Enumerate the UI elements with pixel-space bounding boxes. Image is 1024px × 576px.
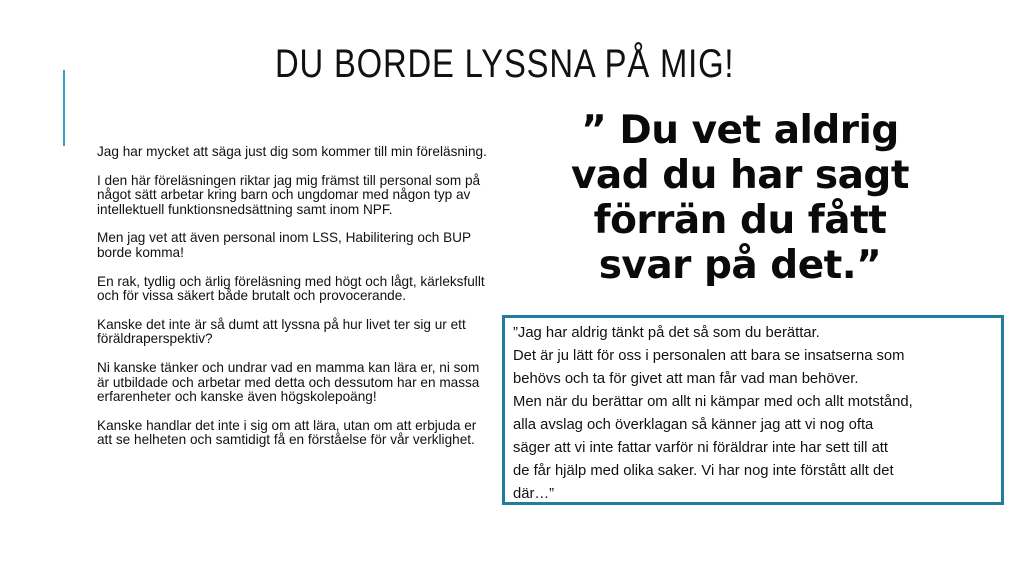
accent-bar [63,70,65,146]
body-paragraph: Ni kanske tänker och undrar vad en mamma kan lära er, ni som är utbildade och arbetar med detta och dessutom har en massa erfarenheter och kanske även högskolepoäng! [97,359,480,405]
testimonial-line: alla avslag och överklagan så känner jag att vi nog ofta [513,417,874,433]
testimonial-line: behövs och ta för givet att man får vad man behöver. [513,371,859,387]
body-paragraph: I den här föreläsningen riktar jag mig främst till personal som på något sätt arbetar kring barn och ungdomar med någon typ av intellektuell funktionsnedsättning samt inom NPF. [97,172,481,217]
body-text [97,145,489,462]
featured-quote-line: förrän du fått [593,198,887,243]
testimonial-box [502,315,1004,505]
body-paragraph: En rak, tydlig och ärlig föreläsning med högt och lågt, kärleksfullt och för vissa säkert både brutalt och provocerande. [97,273,485,304]
testimonial-line: säger att vi inte fattar varför ni föräldrar inte har sett till att [513,440,889,456]
featured-quote-line: ” Du vet aldrig [581,108,899,153]
body-paragraph: Jag har mycket att säga just dig som kommer till min föreläsning. [97,144,487,159]
body-paragraph: Kanske det inte är så dumt att lyssna på hur livet ter sig ur ett föräldraperspektiv? [97,316,466,347]
body-paragraph: Men jag vet att även personal inom LSS, Habilitering och BUP borde komma! [97,230,471,260]
featured-quote [555,108,925,288]
testimonial-line: Men när du berättar om allt ni kämpar med och allt motstånd, [513,394,913,410]
testimonial-line: ”Jag har aldrig tänkt på det så som du berättar. [513,325,820,341]
featured-quote-line: svar på det.” [598,243,882,288]
testimonial-line: de får hjälp med olika saker. Vi har nog inte förstått allt det [513,463,894,479]
slide-title: DU BORDE LYSSNA PÅ MIG! [275,42,735,86]
testimonial-line: Det är ju lätt för oss i personalen att bara se insatserna som [513,348,905,364]
testimonial-line: där…” [513,486,555,502]
body-paragraph: Kanske handlar det inte i sig om att lära, utan om att erbjuda er att se helheten och samtidigt få en förståelse för vår verklighet. [97,417,477,448]
featured-quote-line: vad du har sagt [571,153,909,198]
